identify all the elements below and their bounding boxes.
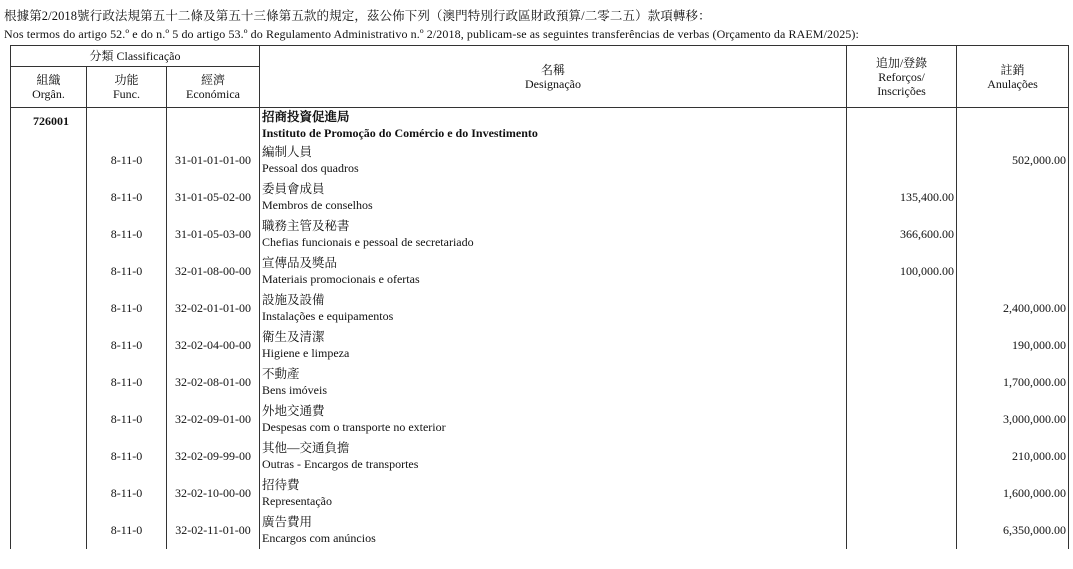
anulacao-amount: 210,000.00	[957, 438, 1069, 475]
anulacao-amount: 1,700,000.00	[957, 364, 1069, 401]
reforco-amount	[847, 290, 957, 327]
designation	[260, 475, 847, 512]
reforco-amount: 100,000.00	[847, 253, 957, 290]
econ-header-zh: 經濟	[201, 73, 226, 87]
reforco-amount: 135,400.00	[847, 179, 957, 216]
reforco-amount	[847, 475, 957, 512]
func-header	[87, 67, 167, 108]
reforcos-header-pt2: Inscrições	[877, 83, 926, 98]
econ-code: 32-02-09-99-00	[167, 438, 260, 475]
table-row	[11, 438, 1069, 475]
designation	[260, 438, 847, 475]
reforco-amount	[847, 142, 957, 179]
designation-pt: Encargos com anúncios	[262, 531, 376, 545]
econ-code: 32-02-08-01-00	[167, 364, 260, 401]
econ-code: 32-02-09-01-00	[167, 401, 260, 438]
reforco-amount	[847, 438, 957, 475]
organ-row-anulacao-empty	[957, 108, 1069, 142]
organ-row-func-empty	[87, 108, 167, 142]
organ-cell-empty	[11, 512, 87, 549]
reforcos-header	[847, 46, 957, 108]
func-code: 8-11-0	[87, 216, 167, 253]
anulacoes-header-zh: 註銷	[1000, 62, 1025, 77]
designation	[260, 179, 847, 216]
anulacoes-header	[957, 46, 1069, 108]
reforco-amount: 366,600.00	[847, 216, 957, 253]
anulacao-amount	[957, 253, 1069, 290]
func-code: 8-11-0	[87, 438, 167, 475]
reforco-amount	[847, 401, 957, 438]
designation-zh: 招待費	[262, 478, 300, 492]
organ-cell-empty	[11, 290, 87, 327]
organ-cell-empty	[11, 475, 87, 512]
func-code: 8-11-0	[87, 475, 167, 512]
econ-code: 32-02-10-00-00	[167, 475, 260, 512]
econ-code: 32-02-04-00-00	[167, 327, 260, 364]
func-code: 8-11-0	[87, 253, 167, 290]
organ-header-zh: 組織	[36, 73, 61, 87]
designation-zh: 其他—交通負擔	[262, 441, 350, 455]
organ-cell-empty	[11, 364, 87, 401]
organ-cell-empty	[11, 401, 87, 438]
designation-zh: 外地交通費	[262, 404, 325, 418]
intro-portuguese: Nos termos do artigo 52.º e do n.º 5 do artigo 53.º do Regulamento Administrativo n.º 2/2018, publicam-se as seguintes transferências de verbas (Orçamento da RAEM/2025):	[4, 27, 859, 41]
designation	[260, 253, 847, 290]
intro-chinese: 根據第2/2018號行政法規第五十二條及第五十三條第五款的規定，茲公佈下列（澳門特別行政區財政預算/二零二五）款項轉移：	[4, 9, 711, 23]
organ-cell-empty	[11, 142, 87, 179]
designation-pt: Despesas com o transporte no exterior	[262, 420, 446, 434]
designation-pt: Membros de conselhos	[262, 198, 373, 212]
table-row	[11, 512, 1069, 549]
designation-zh: 編制人員	[262, 145, 313, 159]
designation-header	[260, 46, 847, 108]
designation	[260, 327, 847, 364]
econ-code: 31-01-05-03-00	[167, 216, 260, 253]
designation-pt: Representação	[262, 494, 332, 508]
func-code: 8-11-0	[87, 142, 167, 179]
organ-cell-empty	[11, 179, 87, 216]
designation-header-zh: 名稱	[541, 62, 566, 77]
organ-name-pt: Instituto de Promoção do Comércio e do Investimento	[262, 125, 538, 140]
organ-cell-empty	[11, 253, 87, 290]
table-row	[11, 364, 1069, 401]
organ-header	[11, 67, 87, 108]
econ-code: 32-02-01-01-00	[167, 290, 260, 327]
designation-zh: 不動產	[262, 367, 300, 381]
designation	[260, 142, 847, 179]
designation-pt: Higiene e limpeza	[262, 346, 350, 360]
organ-header-pt: Orgân.	[32, 87, 65, 101]
anulacao-amount: 6,350,000.00	[957, 512, 1069, 549]
header-row-top	[11, 46, 1069, 67]
func-code: 8-11-0	[87, 364, 167, 401]
func-code: 8-11-0	[87, 512, 167, 549]
organ-name-zh: 招商投資促進局	[262, 109, 350, 124]
anulacao-amount	[957, 216, 1069, 253]
reforcos-header-pt1: Reforços/	[878, 69, 925, 84]
designation-zh: 宣傳品及獎品	[262, 256, 338, 270]
anulacao-amount: 1,600,000.00	[957, 475, 1069, 512]
econ-header	[167, 67, 260, 108]
designation-zh: 衛生及清潔	[262, 330, 325, 344]
table-row	[11, 290, 1069, 327]
func-code: 8-11-0	[87, 327, 167, 364]
reforco-amount	[847, 364, 957, 401]
anulacao-amount: 3,000,000.00	[957, 401, 1069, 438]
budget-transfer-table	[10, 45, 1069, 549]
func-code: 8-11-0	[87, 290, 167, 327]
designation	[260, 290, 847, 327]
designation-header-pt: Designação	[525, 76, 581, 91]
organ-cell-empty	[11, 327, 87, 364]
reforcos-header-zh: 追加/登錄	[875, 55, 928, 70]
table-row	[11, 327, 1069, 364]
organ-cell-empty	[11, 438, 87, 475]
designation-pt: Materiais promocionais e ofertas	[262, 272, 420, 286]
designation	[260, 364, 847, 401]
organ-row-reforco-empty	[847, 108, 957, 142]
func-code: 8-11-0	[87, 179, 167, 216]
reforco-amount	[847, 327, 957, 364]
table-row	[11, 475, 1069, 512]
designation	[260, 401, 847, 438]
designation-zh: 廣告費用	[262, 515, 313, 529]
organ-name	[260, 108, 847, 142]
designation-pt: Outras - Encargos de transportes	[262, 457, 419, 471]
func-header-pt: Func.	[113, 87, 140, 101]
anulacao-amount	[957, 179, 1069, 216]
econ-code: 32-02-11-01-00	[167, 512, 260, 549]
econ-code: 31-01-05-02-00	[167, 179, 260, 216]
designation-zh: 委員會成員	[262, 182, 325, 196]
reforco-amount	[847, 512, 957, 549]
organ-cell-empty	[11, 216, 87, 253]
classification-header: 分類 Classificação	[11, 46, 260, 67]
anulacao-amount: 190,000.00	[957, 327, 1069, 364]
designation-zh: 職務主管及秘書	[262, 219, 350, 233]
anulacoes-header-pt: Anulações	[987, 76, 1038, 91]
organ-row-econ-empty	[167, 108, 260, 142]
econ-code: 31-01-01-01-00	[167, 142, 260, 179]
designation	[260, 512, 847, 549]
designation-pt: Instalações e equipamentos	[262, 309, 394, 323]
organ-code: 726001	[11, 108, 87, 142]
table-row	[11, 142, 1069, 179]
func-header-zh: 功能	[114, 73, 139, 87]
organ-row	[11, 108, 1069, 142]
table-row	[11, 253, 1069, 290]
table-row	[11, 401, 1069, 438]
anulacao-amount: 502,000.00	[957, 142, 1069, 179]
designation-pt: Bens imóveis	[262, 383, 328, 397]
econ-header-pt: Económica	[186, 87, 240, 101]
table-row	[11, 216, 1069, 253]
func-code: 8-11-0	[87, 401, 167, 438]
econ-code: 32-01-08-00-00	[167, 253, 260, 290]
anulacao-amount: 2,400,000.00	[957, 290, 1069, 327]
designation	[260, 216, 847, 253]
designation-zh: 設施及設備	[262, 293, 325, 307]
designation-pt: Chefias funcionais e pessoal de secretariado	[262, 235, 474, 249]
designation-pt: Pessoal dos quadros	[262, 161, 359, 175]
table-row	[11, 179, 1069, 216]
